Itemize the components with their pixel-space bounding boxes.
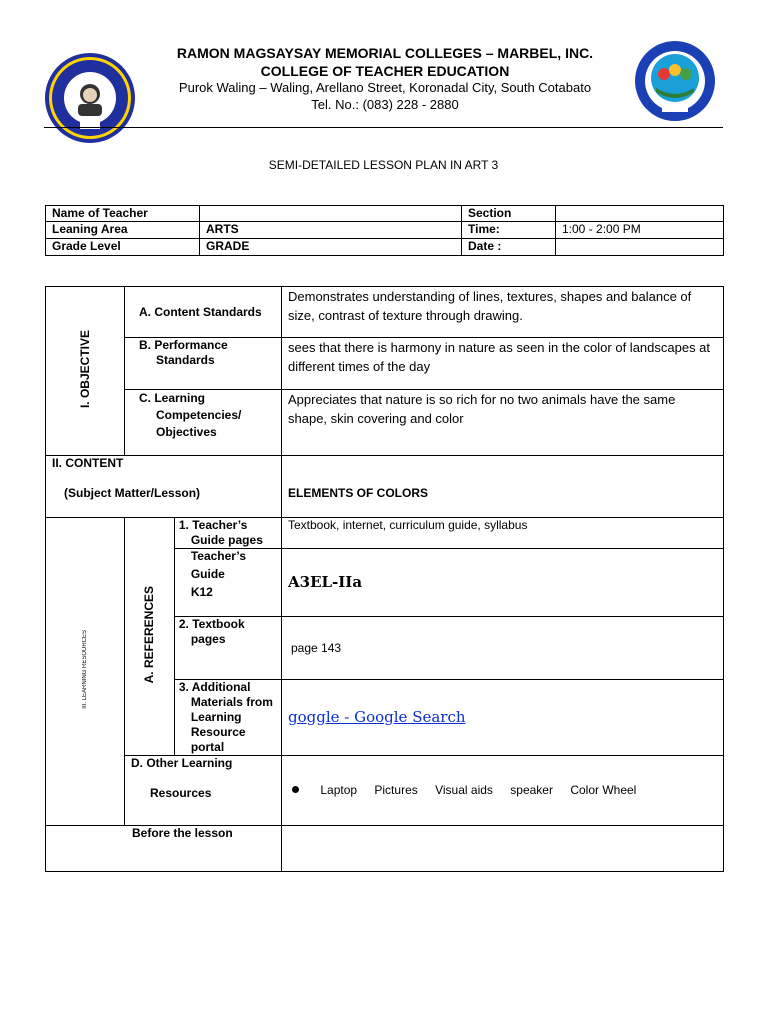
references-section-label: A. REFERENCES	[141, 585, 156, 684]
info-table	[45, 205, 724, 256]
resource-item: Pictures	[374, 783, 418, 797]
area-value: ARTS	[200, 222, 462, 239]
competencies-value: Appreciates that nature is so rich for no two animals have the same shape, skin covering and color	[282, 390, 724, 456]
name-value	[200, 206, 462, 222]
k12-guide-value: A3EL-IIa	[282, 549, 724, 617]
k12-guide-label: Teacher’s Guide K12	[174, 549, 281, 617]
left-school-seal	[44, 52, 136, 144]
objective-section-label: I. OBJECTIVE	[77, 329, 92, 409]
date-label: Date :	[462, 239, 556, 256]
school-phone: Tel. No.: (083) 228 - 2880	[311, 97, 459, 112]
resource-item: Color Wheel	[570, 783, 637, 797]
textbook-pages-label: 2. Textbook pages	[174, 617, 281, 680]
other-resources-value	[282, 756, 724, 826]
date-value	[556, 239, 724, 256]
header-divider	[44, 127, 723, 128]
section-label: Section	[462, 206, 556, 222]
school-address: Purok Waling – Waling, Arellano Street, Koronadal City, South Cotabato	[178, 80, 592, 95]
before-lesson-label: Before the lesson	[46, 826, 282, 872]
performance-standards-value: sees that there is harmony in nature as seen in the color of landscapes at different times of the day	[282, 338, 724, 390]
content-label: II. CONTENT	[52, 456, 124, 470]
grade-label: Grade Level	[46, 239, 200, 256]
resource-item: speaker	[510, 783, 553, 797]
section-value	[556, 206, 724, 222]
lesson-plan-table	[45, 286, 724, 872]
college-name: COLLEGE OF TEACHER EDUCATION	[260, 63, 510, 79]
google-search-link[interactable]: goggle - Google Search	[288, 707, 466, 726]
bullet-icon	[292, 786, 299, 793]
resource-item: Visual aids	[435, 783, 493, 797]
before-lesson-value	[282, 826, 724, 872]
subject-matter-label: (Subject Matter/Lesson)	[64, 486, 201, 500]
time-label: Time:	[462, 222, 556, 239]
performance-standards-label: B. Performance Standards	[125, 338, 282, 390]
right-college-seal	[634, 40, 716, 122]
time-value: 1:00 - 2:00 PM	[556, 222, 724, 239]
teachers-guide-value: Textbook, internet, curriculum guide, syllabus	[282, 518, 724, 549]
other-resources-label: D. Other Learning Resources	[125, 756, 282, 826]
resource-item: Laptop	[320, 783, 358, 797]
name-label: Name of Teacher	[46, 206, 200, 222]
additional-materials-value	[282, 680, 724, 756]
competencies-label: C. Learning Competencies/ Objectives	[125, 390, 282, 456]
textbook-pages-value: page 143	[282, 617, 724, 680]
objective-section-cell	[46, 287, 125, 456]
references-section-cell	[125, 518, 175, 756]
school-name: RAMON MAGSAYSAY MEMORIAL COLLEGES – MARBEL, INC.	[176, 45, 594, 61]
doc-title: SEMI-DETAILED LESSON PLAN IN ART 3	[268, 158, 499, 172]
content-value: ELEMENTS OF COLORS	[282, 456, 724, 518]
area-label: Leaning Area	[46, 222, 200, 239]
learning-resources-section-label: III. LEARNING RESOURCES	[82, 630, 88, 709]
content-label-cell	[46, 456, 282, 518]
additional-materials-label: 3. Additional Materials from Learning Resource portal	[174, 680, 281, 756]
teachers-guide-label: 1. Teacher’s Guide pages	[174, 518, 281, 549]
grade-value: GRADE	[200, 239, 462, 256]
content-standards-label: A. Content Standards	[125, 287, 282, 338]
content-standards-value: Demonstrates understanding of lines, textures, shapes and balance of size, contrast of texture through drawing.	[282, 287, 724, 338]
learning-resources-section-cell	[46, 518, 125, 826]
